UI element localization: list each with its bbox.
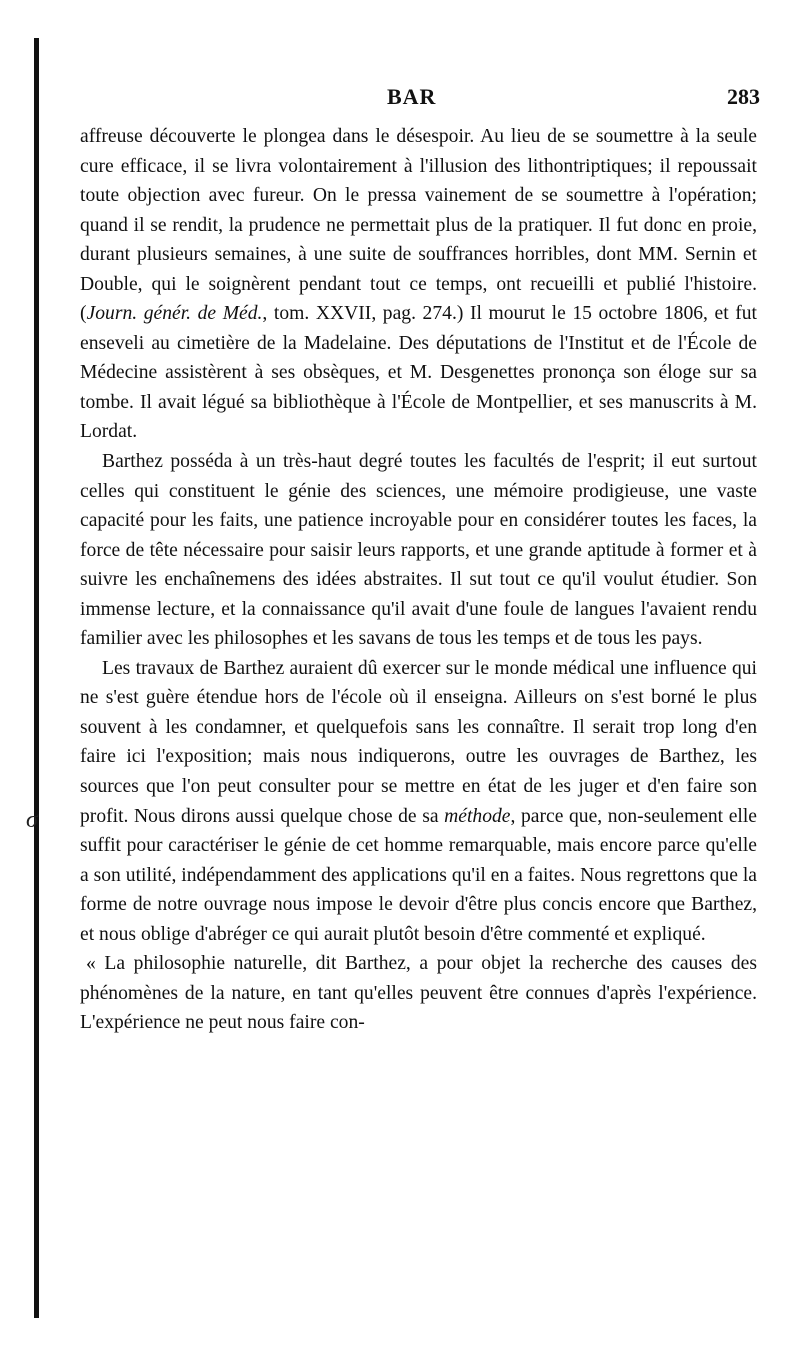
margin-rule [34, 38, 39, 1318]
paragraph-quote [80, 949, 757, 1038]
margin-mark: σ [26, 807, 38, 833]
text-segment: Barthez posséda à un très-haut degré toutes les facultés de l'esprit; il eut surtout celles qui constituent le génie des sciences, une mémoire prodigieuse, une vaste capacité pour les faits, une patience incroyable pour en considérer toutes les faces, la force de tête nécessaire pour saisir leurs rapports, et une grande aptitude à former et à suivre les enchaînemens des idées abstraites. Il sut tout ce qu'il voulut étudier. Son immense lecture, et la connaissance qu'il avait d'une foule de langues l'avaient rendu familier avec les philosophes et les savans de tous les temps et de tous les pays. [80, 451, 757, 650]
page-number: 283 [727, 84, 760, 109]
page-header [80, 84, 768, 114]
text-segment: affreuse découverte le plongea dans le désespoir. Au lieu de se soumettre à la seule cure efficace, il se livra volontairement à l'illusion des lithontriptiques; il repoussait toute objection avec fureur. On le pressa vainement de se soumettre à l'opération; quand il se rendit, la prudence ne permettait plus de la pratiquer. Il fut donc en proie, durant plusieurs semaines, à une suite de souffrances horribles, dont MM. Sernin et Double, qui le soignèrent pendant tout ce temps, ont recueilli et publié l'histoire. ( [80, 126, 757, 325]
text-segment: , tom. XXVII, pag. 274.) Il mourut le 15 octobre 1806, et fut enseveli au cimetière de la Madelaine. Des députations de l'Institut et de l'École de Médecine assistèrent à ses obsèques, et M. Desgenettes prononça son éloge sur sa tombe. Il avait légué sa bibliothèque à l'École de Montpellier, et ses manuscrits à M. Lordat. [80, 303, 757, 443]
emphasis-italic: méthode [444, 805, 511, 827]
paragraph [80, 122, 757, 447]
body-text [80, 122, 757, 1038]
paragraph [80, 447, 757, 654]
text-segment: , parce que, non-seulement elle suffit pour caractériser le génie de cet homme remarquable, mais encore parce qu'elle a son utilité, indépendamment des applications qu'il en a faites. Nous regrettons que la forme de notre ouvrage nous impose le devoir d'être plus concis encore que Barthez, et nous oblige d'abréger ce qui aurait plutôt besoin d'être commenté et expliqué. [80, 805, 757, 945]
citation-italic: Journ. génér. de Méd. [86, 303, 263, 325]
paragraph [80, 654, 757, 949]
running-head: BAR [387, 84, 437, 109]
text-segment: Les travaux de Barthez auraient dû exercer sur le monde médical une influence qui ne s'est guère étendue hors de l'école où il enseigna. Ailleurs on s'est borné le plus souvent à les condamner, et quelquefois sans les connaître. Il serait trop long d'en faire ici l'exposition; mais nous indiquerons, outre les ouvrages de Barthez, les sources que l'on peut consulter pour se mettre en état de les juger et d'en faire son profit. Nous dirons aussi quelque chose de sa [80, 657, 757, 827]
text-segment: « La philosophie naturelle, dit Barthez, a pour objet la recherche des causes des phénomènes de la nature, en tant qu'elles peuvent être connues d'après l'expérience. L'expérience ne peut nous faire con- [80, 953, 757, 1034]
